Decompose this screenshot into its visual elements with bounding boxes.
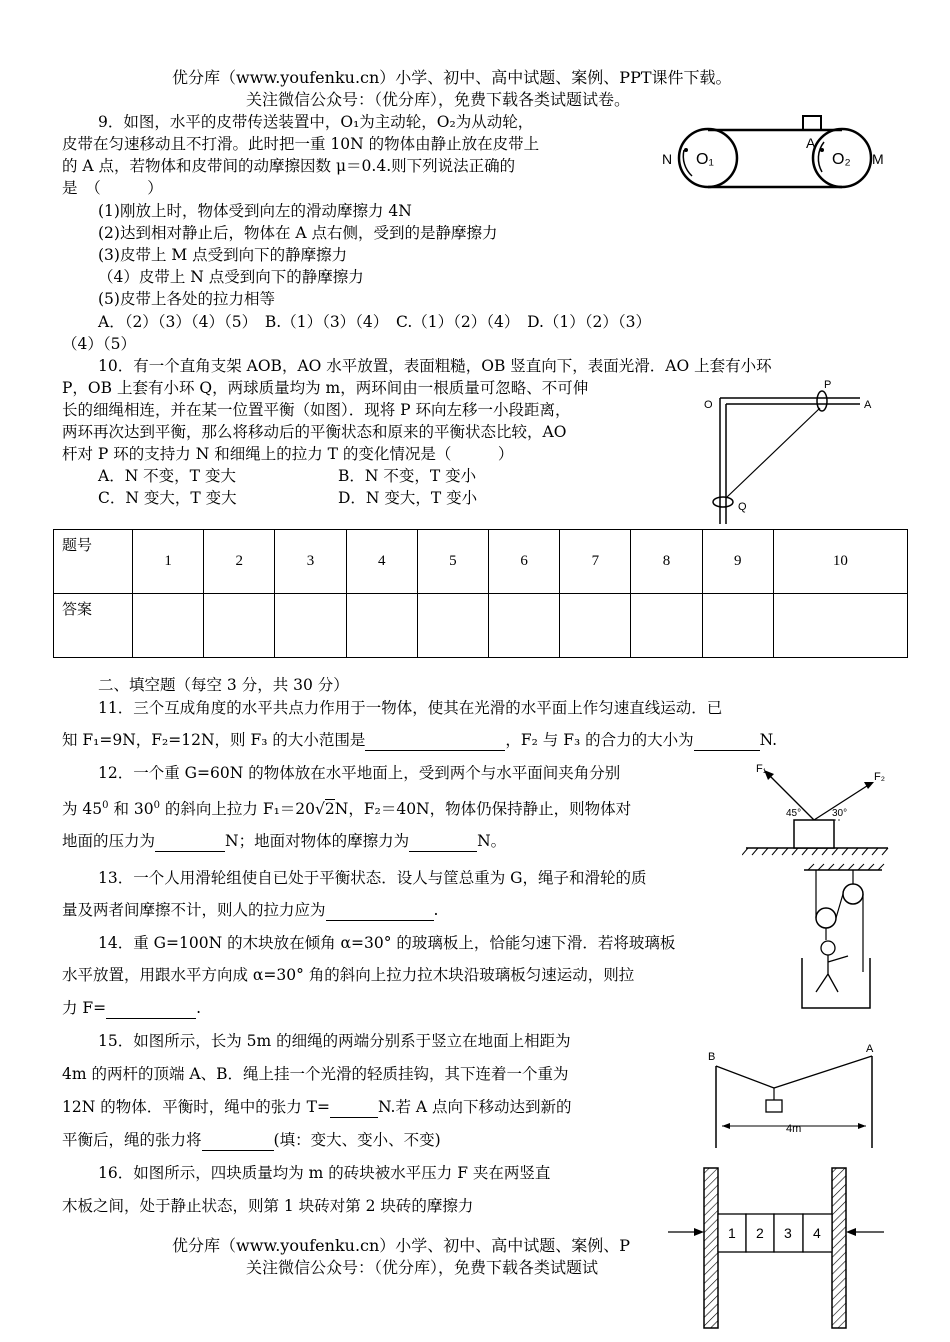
q10-option-d: D．N 变大，T 变小	[338, 489, 478, 507]
q13-line-1: 13．一个人用滑轮组使自已处于平衡状态．设人与筐总重为 G，绳子和滑轮的质	[98, 869, 647, 887]
q16-line-2: 木板之间，处于静止状态，则第 1 块砖对第 2 块砖的摩擦力	[62, 1197, 474, 1215]
label-a: A	[806, 135, 816, 151]
q11-blank-1[interactable]	[365, 730, 505, 751]
label-q: Q	[738, 501, 747, 513]
q11-text-a: 知 F₁=9N，F₂=12N，则 F₃ 的大小范围是	[62, 731, 366, 749]
q12-text-b: 和 30	[108, 800, 154, 819]
q12-text-e: 地面的压力为	[62, 832, 156, 850]
q9-line-4: 是 （ ）	[62, 179, 163, 197]
q9-statement-2: (2)达到相对静止后，物体在 A 点右侧，受到的是静摩擦力	[98, 224, 498, 242]
q11-line-2	[62, 730, 777, 751]
right-board	[832, 1168, 846, 1328]
q16-line-1: 16．如图所示，四块质量均为 m 的砖块被水平压力 F 夹在两竖直	[98, 1164, 551, 1182]
answer-table	[53, 529, 908, 658]
belt-conveyor-figure	[656, 112, 896, 192]
brick-label: 3	[784, 1225, 792, 1241]
label-b: B	[708, 1051, 716, 1063]
answer-row-label: 答案	[54, 594, 133, 658]
q9-statement-1: (1)刚放上时，物体受到向左的滑动摩擦力 4N	[98, 202, 412, 220]
q15-line-4	[62, 1130, 441, 1151]
answer-cell[interactable]	[631, 594, 702, 658]
label-angle-45: 45°	[786, 808, 802, 819]
label-a: A	[866, 1043, 874, 1055]
sqrt-symbol: √	[315, 800, 325, 819]
q10-line-3: 长的细绳相连，并在某一位置平衡（如图）．现将 P 环向左移一小段距离，	[62, 401, 571, 419]
q11-text-b: ，F₂ 与 F₃ 的合力的大小为	[505, 731, 694, 749]
label-a: A	[864, 399, 872, 411]
q9-statement-4: （4）皮带上 N 点受到向下的静摩擦力	[98, 268, 364, 286]
label-o1: O₁	[696, 151, 714, 168]
connecting-string	[726, 408, 820, 498]
q13-text-b: .	[433, 901, 439, 919]
q12-text-c: 的斜向上拉力 F₁＝20	[159, 800, 316, 819]
q14-blank[interactable]	[106, 998, 196, 1019]
movable-pulley	[816, 908, 836, 928]
label-n: N	[662, 151, 673, 167]
number-cell: 7	[560, 530, 631, 594]
q9-line-2: 皮带在匀速移动且不打滑。此时把一重 10N 的物体由静止放在皮带上	[62, 135, 540, 153]
brick-label: 2	[756, 1225, 764, 1241]
footer-line-2: 关注微信公众号：（优分库），免费下载各类试题试	[246, 1258, 599, 1277]
q9-options: A．（2）（3）（4）（5） B.（1）（3）（4） C.（1）（2）（4） D.（1）（2）（3）	[98, 313, 651, 331]
belt-block	[803, 116, 821, 130]
footer-line-1: 优分库（www.youfenku.cn）小学、初中、高中试题、案例、P	[172, 1236, 631, 1255]
q9-statement-3: (3)皮带上 M 点受到向下的静摩擦力	[98, 246, 348, 264]
q14-line-3	[62, 998, 201, 1019]
label-m: M	[872, 151, 884, 167]
q13-text-a: 量及两者间摩擦不计，则人的拉力应为	[62, 901, 326, 919]
answer-cell[interactable]	[702, 594, 773, 658]
q10-option-b: B．N 不变，T 变小	[338, 467, 477, 485]
number-cell: 1	[133, 530, 204, 594]
left-board	[704, 1168, 718, 1328]
person-head	[821, 941, 835, 955]
number-cell: 9	[702, 530, 773, 594]
q13-blank[interactable]	[326, 900, 434, 921]
two-force-figure	[742, 758, 892, 858]
pulley-figure	[798, 862, 888, 1014]
q15-blank-1[interactable]	[330, 1097, 378, 1118]
number-cell: 8	[631, 530, 702, 594]
q10-line-4: 两环再次达到平衡，那么将移动后的平衡状态和原来的平衡状态比较，AO	[62, 423, 567, 441]
answer-cell[interactable]	[275, 594, 346, 658]
brick-label: 4	[813, 1225, 821, 1241]
q10-line-2: P，OB 上套有小环 Q，两球质量均为 m，两环间由一根质量可忽略、不可伸	[62, 379, 589, 397]
q11-blank-2[interactable]	[694, 730, 760, 751]
q15-text-d: (填：变大、变小、不变)	[273, 1131, 441, 1149]
q10-line-1: 10．有一个直角支架 AOB，AO 水平放置，表面粗糙，OB 竖直向下，表面光滑．AO 上套有小环	[98, 357, 772, 375]
q15-text-c: 平衡后，绳的张力将	[62, 1131, 202, 1149]
answer-cell[interactable]	[489, 594, 560, 658]
q14-text-b: .	[196, 999, 202, 1017]
answer-row	[54, 594, 908, 658]
label-f2: F₂	[874, 771, 885, 783]
q9-line-3: 的 A 点，若物体和皮带间的动摩擦因数 μ＝0.4.则下列说法正确的	[62, 157, 516, 175]
answer-cell[interactable]	[773, 594, 907, 658]
q11-line-1: 11．三个互成角度的水平共点力作用于一物体，使其在光滑的水平面上作匀速直线运动．已	[98, 699, 723, 717]
number-cell: 2	[204, 530, 275, 594]
number-cell: 10	[773, 530, 907, 594]
number-cell: 6	[489, 530, 560, 594]
q13-line-2	[62, 900, 438, 921]
answer-cell[interactable]	[417, 594, 488, 658]
q15-text-b: N.若 A 点向下移动达到新的	[377, 1098, 572, 1116]
q12-text-d: N，F₂＝40N，物体仍保持静止，则物体对	[334, 800, 632, 819]
header-line-1: 优分库（www.youfenku.cn）小学、初中、高中试题、案例、PPT课件下载。	[172, 68, 732, 87]
q12-sqrt-value: 2	[324, 800, 335, 819]
q12-text-g: N。	[477, 832, 507, 850]
header-line-2: 关注微信公众号：（优分库），免费下载各类试题试卷。	[246, 90, 631, 109]
hanging-weight	[766, 1100, 782, 1112]
number-cell: 5	[417, 530, 488, 594]
q10-option-c: C．N 变大，T 变大	[98, 489, 237, 507]
ring-p	[817, 391, 827, 411]
block	[794, 820, 834, 848]
ring-q	[713, 497, 733, 507]
q12-line-3	[62, 831, 506, 852]
q15-line-3	[62, 1097, 572, 1118]
answer-cell[interactable]	[346, 594, 417, 658]
q11-text-c: N.	[759, 731, 778, 749]
q10-option-a: A．N 不变，T 变大	[98, 467, 236, 485]
q15-line-2: 4m 的两杆的顶端 A、B．绳上挂一个光滑的轻质挂钩，其下连着一个重为	[62, 1065, 569, 1083]
q14-line-1: 14．重 G=100N 的木块放在倾角 α=30° 的玻璃板上，恰能匀速下滑．若将玻璃板	[98, 934, 676, 952]
q12-line-1: 12．一个重 G=60N 的物体放在水平地面上，受到两个与水平面间夹角分别	[98, 764, 621, 782]
q12-text-a: 为 45	[62, 800, 103, 819]
q9-options-cont: （4）（5）	[62, 335, 136, 353]
q12-text-f: N；地面对物体的摩擦力为	[225, 832, 410, 850]
label-p: P	[824, 379, 832, 391]
number-row	[54, 530, 908, 594]
q12-line-2	[62, 796, 631, 819]
q15-text-a: 12N 的物体．平衡时，绳中的张力 T=	[62, 1098, 330, 1116]
q12-blank-1[interactable]	[155, 831, 225, 852]
answer-cell[interactable]	[560, 594, 631, 658]
q12-sup-2: 0	[153, 800, 160, 811]
number-cell: 4	[346, 530, 417, 594]
brick-label: 1	[728, 1225, 736, 1241]
person-body	[816, 955, 848, 992]
label-distance: 4m	[786, 1123, 802, 1135]
q14-line-2: 水平放置，用跟水平方向成 α=30° 角的斜向上拉力拉木块沿玻璃板匀速运动，则拉	[62, 966, 635, 984]
basket	[802, 958, 870, 1008]
rope-hook-figure	[700, 1040, 890, 1155]
q12-sup-1: 0	[102, 800, 109, 811]
fixed-pulley	[843, 884, 863, 904]
number-cell: 3	[275, 530, 346, 594]
label-f1: F₁	[756, 763, 767, 775]
label-angle-30: 30°	[832, 808, 848, 819]
answer-cell[interactable]	[133, 594, 204, 658]
right-angle-frame-figure	[700, 378, 890, 526]
q9-line-1: 9．如图，水平的皮带传送装置中，O₁为主动轮，O₂为从动轮，	[98, 113, 534, 131]
label-o2: O₂	[832, 151, 851, 168]
q10-line-5: 杆对 P 环的支持力 N 和细绳上的拉力 T 的变化情况是（ ）	[62, 445, 514, 463]
q14-text-a: 力 F=	[62, 999, 107, 1017]
q15-line-1: 15．如图所示，长为 5m 的细绳的两端分别系于竖立在地面上相距为	[98, 1032, 571, 1050]
answer-cell[interactable]	[204, 594, 275, 658]
q15-blank-2[interactable]	[202, 1130, 274, 1151]
section-2-title: 二、填空题（每空 3 分，共 30 分）	[98, 676, 349, 694]
brick-clamp-figure	[664, 1162, 892, 1332]
q12-blank-2[interactable]	[409, 831, 477, 852]
label-o: O	[704, 399, 713, 411]
q9-statement-5: (5)皮带上各处的拉力相等	[98, 290, 275, 308]
number-row-label: 题号	[54, 530, 133, 594]
